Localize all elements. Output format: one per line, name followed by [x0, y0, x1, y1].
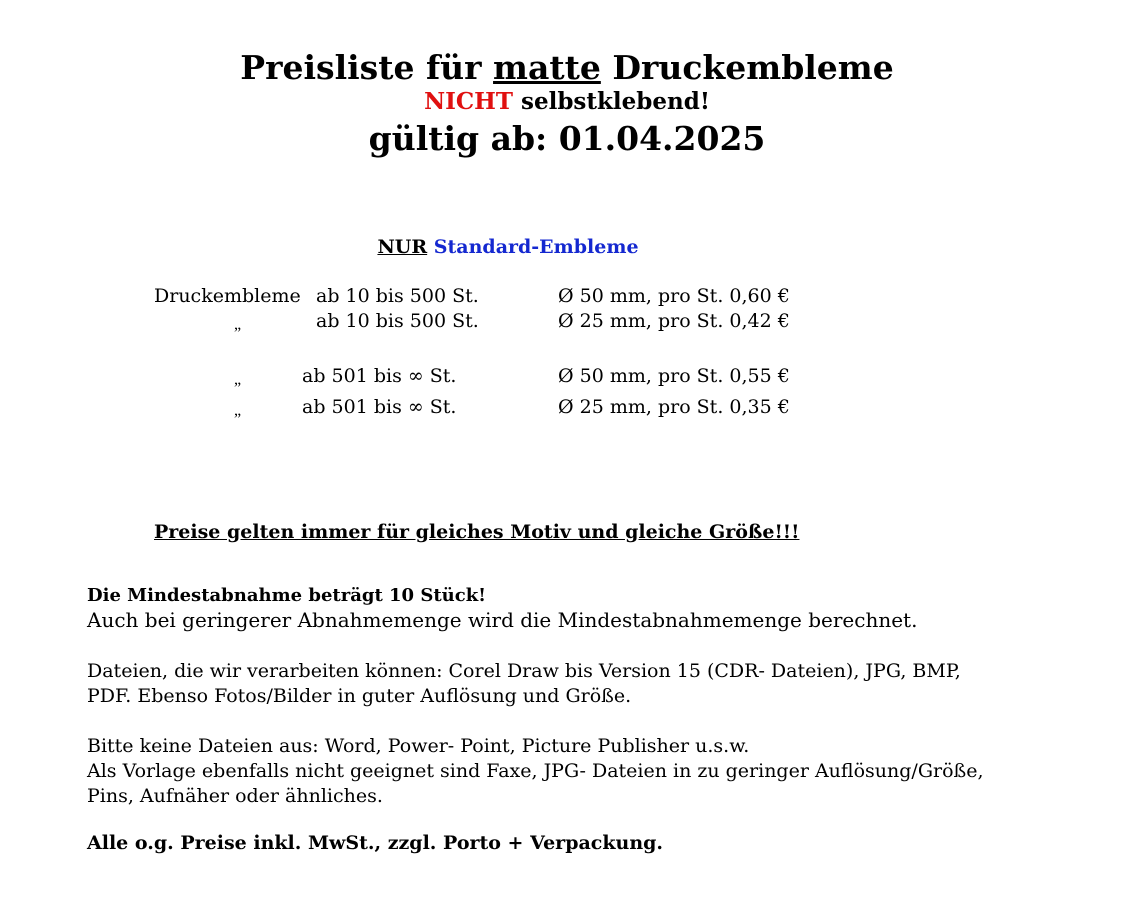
accepted-files-line: PDF. Ebenso Fotos/Bilder in guter Auflösung und Größe. — [87, 685, 632, 707]
unit-price: Ø 50 mm, pro St. 0,60 € — [558, 285, 790, 307]
subtitle: NICHT selbstklebend! — [424, 88, 710, 115]
rejected-files-line: Bitte keine Dateien aus: Word, Power- Point, Picture Publisher u.s.w. — [87, 735, 750, 757]
rejected-files-line: Als Vorlage ebenfalls nicht geeignet sind Faxe, JPG- Dateien in zu geringer Auflösung/Größe, — [87, 760, 984, 782]
ditto-mark: „ — [234, 402, 242, 419]
valid-from-date: gültig ab: 01.04.2025 — [368, 119, 766, 158]
not-self-adhesive-emphasis: NICHT — [424, 88, 514, 115]
prices-apply-note: Preise gelten immer für gleiches Motiv und gleiche Größe!!! — [154, 521, 800, 543]
unit-price: Ø 50 mm, pro St. 0,55 € — [558, 365, 790, 387]
accepted-files-line: Dateien, die wir verarbeiten können: Corel Draw bis Version 15 (CDR- Dateien), JPG, BMP, — [87, 660, 961, 682]
quantity-range: ab 501 bis ∞ St. — [302, 396, 457, 418]
min-order-text: Auch bei geringerer Abnahmemenge wird die Mindestabnahmemenge berechnet. — [87, 608, 918, 632]
product-name: Druckembleme — [154, 285, 301, 307]
quantity-range: ab 10 bis 500 St. — [316, 310, 479, 332]
rejected-files-line: Pins, Aufnäher oder ähnliches. — [87, 785, 383, 807]
ditto-mark: „ — [234, 316, 242, 333]
ditto-mark: „ — [234, 371, 242, 388]
page-title: Preisliste für matte Druckembleme — [240, 48, 894, 87]
quantity-range: ab 501 bis ∞ St. — [302, 365, 457, 387]
nur-label: NUR — [377, 236, 428, 258]
unit-price: Ø 25 mm, pro St. 0,42 € — [558, 310, 790, 332]
title-underlined-word: matte — [493, 48, 601, 87]
min-order-heading: Die Mindestabnahme beträgt 10 Stück! — [87, 585, 487, 606]
quantity-range: ab 10 bis 500 St. — [316, 285, 479, 307]
price-footer-note: Alle o.g. Preise inkl. MwSt., zzgl. Porto + Verpackung. — [87, 832, 664, 854]
standard-emblems-heading — [0, 236, 1016, 258]
unit-price: Ø 25 mm, pro St. 0,35 € — [558, 396, 790, 418]
standard-emblems-label: Standard-Embleme — [427, 236, 639, 258]
